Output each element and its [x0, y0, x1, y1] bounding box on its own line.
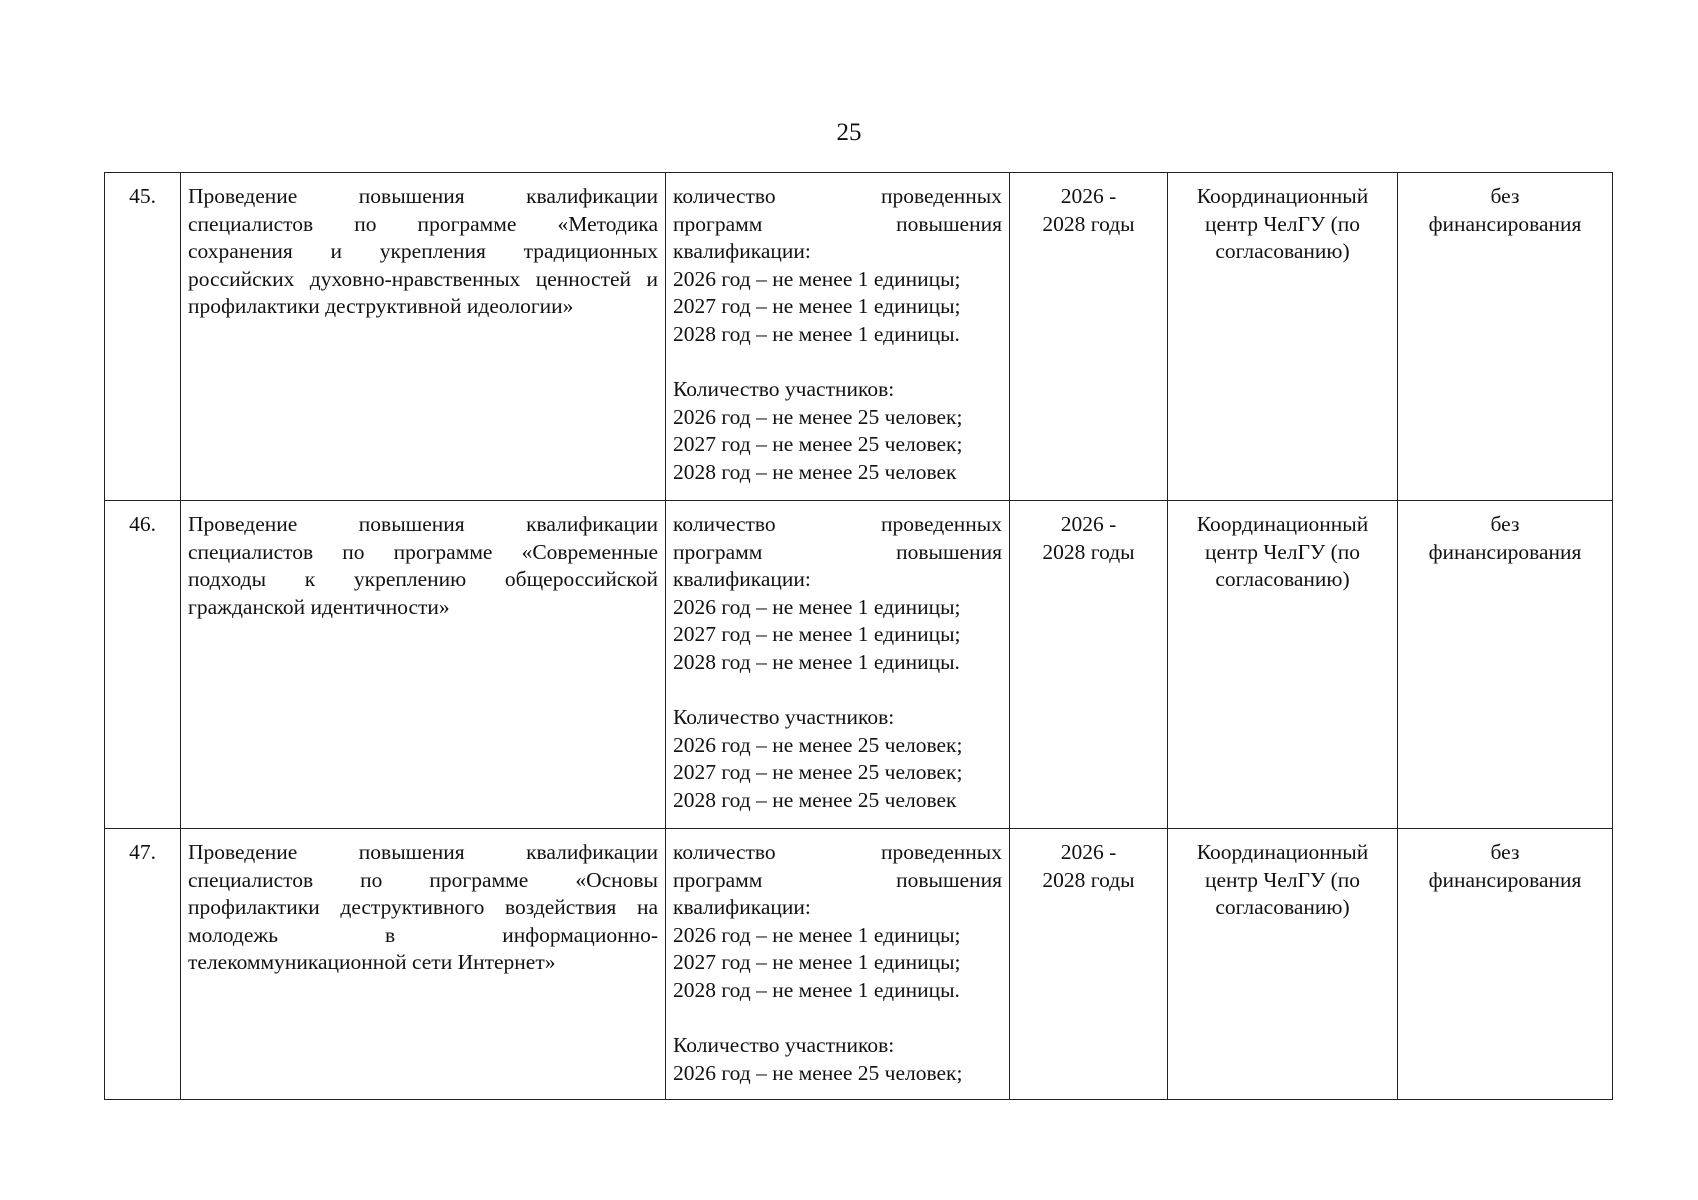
indicator-line: 2028 год – не менее 25 человек: [673, 459, 957, 484]
indicator-line: 2026 год – не менее 1 единицы;: [673, 594, 961, 619]
indicator-line: количество проведенных: [673, 840, 1002, 864]
measure-name: Проведение повышения квалификации специалистов по программе «Современные подходы к укреплению общероссийской гражданской идентичности»: [181, 501, 666, 829]
indicator-line: квалификации:: [673, 239, 811, 264]
indicator-spacer: [673, 677, 1002, 705]
financing-cell: [1398, 501, 1613, 829]
financing-line: без: [1490, 840, 1520, 864]
measure-name: Проведение повышения квалификации специалистов по программе «Основы профилактики деструктивного воздействия на молодежь в информационно-телекоммуникационной сети Интернет»: [181, 829, 666, 1100]
page-number: 25: [836, 119, 862, 146]
indicator-line: 2028 год – не менее 1 единицы.: [673, 649, 960, 674]
responsible-cell: Координационный центр ЧелГУ (по согласованию): [1168, 501, 1398, 829]
indicator-line: 2027 год – не менее 1 единицы;: [673, 622, 961, 647]
term-end: 2028 годы: [1042, 867, 1135, 892]
indicator-line: 2028 год – не менее 1 единицы.: [673, 977, 960, 1002]
term-cell: [1010, 501, 1168, 829]
indicator-line: 2027 год – не менее 25 человек;: [673, 760, 963, 785]
measure-name: Проведение повышения квалификации специалистов по программе «Методика сохранения и укрепления традиционных российских духовно-нравственных ценностей и профилактики деструктивной идеологии»: [181, 173, 666, 501]
term-end: 2028 годы: [1042, 211, 1135, 236]
indicator-line: 2028 год – не менее 1 единицы.: [673, 321, 960, 346]
financing-line: финансирования: [1428, 867, 1582, 892]
indicator-line: Количество участников:: [673, 1033, 895, 1058]
indicator-line: 2026 год – не менее 25 человек;: [673, 1060, 963, 1085]
financing-line: финансирования: [1428, 539, 1582, 564]
indicator-line: программ повышения: [673, 211, 1002, 236]
indicator-line: программ повышения: [673, 539, 1002, 564]
table-row: [105, 173, 1613, 501]
indicator-line: Количество участников:: [673, 705, 895, 730]
indicator-spacer: [673, 349, 1002, 377]
indicator-line: квалификации:: [673, 567, 811, 592]
indicator-line: 2028 год – не менее 25 человек: [673, 787, 957, 812]
row-number: 47.: [105, 829, 181, 1100]
indicator-line: 2026 год – не менее 1 единицы;: [673, 922, 961, 947]
indicator-line: квалификации:: [673, 895, 811, 920]
term-start: 2026 -: [1060, 840, 1117, 864]
row-number: 46.: [105, 501, 181, 829]
indicator-line: 2027 год – не менее 1 единицы;: [673, 294, 961, 319]
indicator-line: количество проведенных: [673, 512, 1002, 536]
financing-cell: [1398, 829, 1613, 1100]
indicator-line: 2026 год – не менее 1 единицы;: [673, 266, 961, 291]
term-end: 2028 годы: [1042, 539, 1135, 564]
measures-table: [104, 172, 1613, 1100]
table-row: [105, 829, 1613, 1100]
responsible-cell: Координационный центр ЧелГУ (по согласованию): [1168, 829, 1398, 1100]
financing-line: финансирования: [1428, 211, 1582, 236]
indicator-line: количество проведенных: [673, 184, 1002, 208]
indicator-line: Количество участников:: [673, 377, 895, 402]
indicator-cell: [666, 829, 1010, 1100]
indicator-line: 2026 год – не менее 25 человек;: [673, 732, 963, 757]
indicator-cell: [666, 173, 1010, 501]
financing-line: без: [1490, 512, 1520, 536]
term-start: 2026 -: [1060, 512, 1117, 536]
indicator-cell: [666, 501, 1010, 829]
financing-line: без: [1490, 184, 1520, 208]
financing-cell: [1398, 173, 1613, 501]
indicator-line: 2027 год – не менее 1 единицы;: [673, 950, 961, 975]
term-cell: [1010, 173, 1168, 501]
indicator-line: 2026 год – не менее 25 человек;: [673, 404, 963, 429]
term-start: 2026 -: [1060, 184, 1117, 208]
indicator-line: программ повышения: [673, 867, 1002, 892]
row-number: 45.: [105, 173, 181, 501]
responsible-cell: Координационный центр ЧелГУ (по согласованию): [1168, 173, 1398, 501]
indicator-line: 2027 год – не менее 25 человек;: [673, 432, 963, 457]
term-cell: [1010, 829, 1168, 1100]
table-row: [105, 501, 1613, 829]
indicator-spacer: [673, 1005, 1002, 1033]
